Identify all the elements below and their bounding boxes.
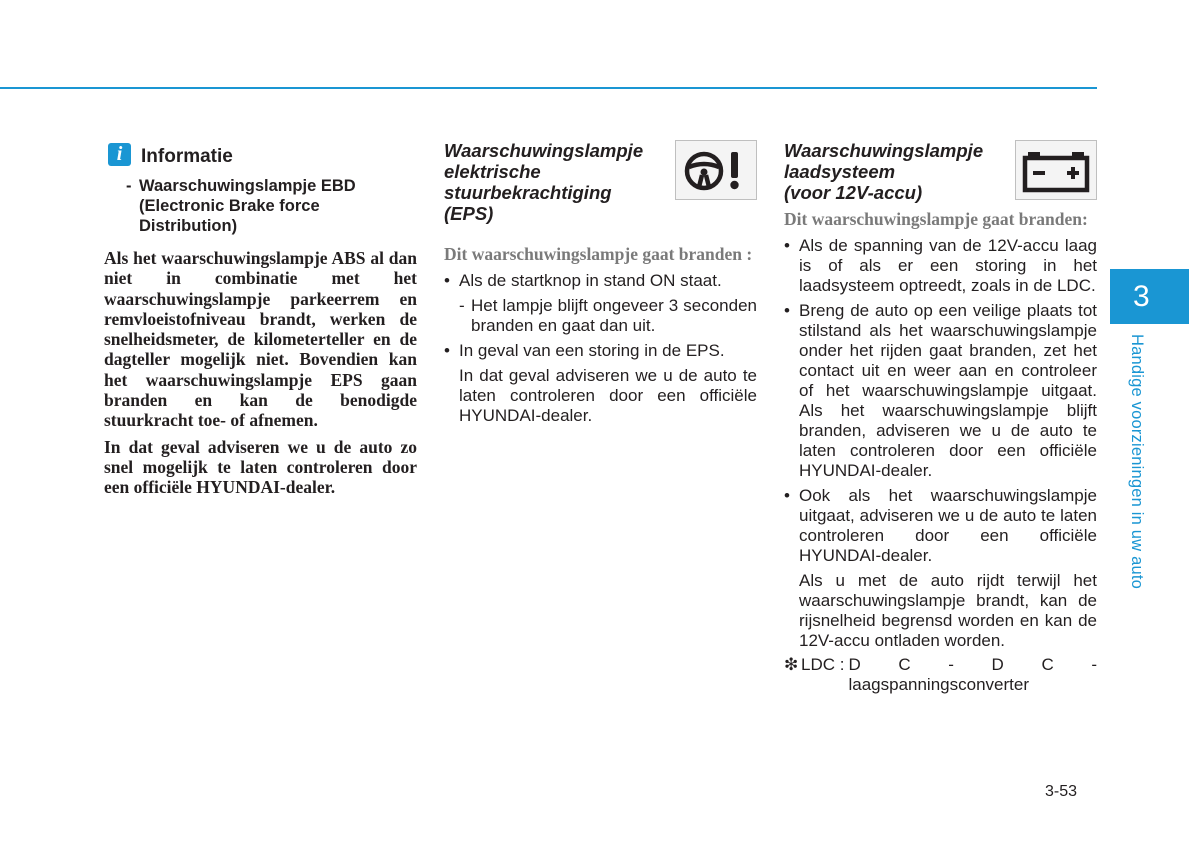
- bullet-mark: •: [784, 485, 790, 505]
- bullet-mark: •: [784, 235, 790, 255]
- eps-heading-row: [444, 140, 757, 224]
- chapter-title: Handige voorzieningen in uw auto: [1128, 334, 1146, 589]
- eps-heading-line: stuurbekrachtiging: [444, 182, 612, 203]
- info-icon: i: [108, 143, 131, 166]
- list-item: [444, 341, 757, 361]
- bullet-mark: •: [444, 270, 450, 290]
- charging-heading-row: [784, 140, 1097, 203]
- eps-heading-line: elektrische: [444, 161, 541, 182]
- battery-icon: [1020, 144, 1092, 196]
- charging-heading: [784, 140, 983, 203]
- steering-wheel-warning-icon: [680, 144, 752, 196]
- charging-column: [784, 140, 1097, 695]
- note-text: D C - D C - laagspanningsconverter: [848, 654, 1097, 694]
- eps-body: [444, 271, 757, 426]
- list-item-text: Breng de auto op een veilige plaats tot stilstand als het waarschuwingslampje onder het rijden gaat branden, zet het contact uit en weer aan en controleer of het waarschuwingslampje uitgaat. Als het waarschuwingslampje blijft branden, adviseren we u de auto te laten controleren door een officiële HYUNDAI-dealer.: [799, 300, 1097, 480]
- list-item-text: Als de startknop in stand ON staat.: [459, 270, 722, 290]
- charging-body: [784, 236, 1097, 695]
- info-item: [126, 176, 417, 236]
- list-item: [784, 486, 1097, 566]
- list-item-text: Ook als het waarschuwingslampje uitgaat, adviseren we u de auto te laten controleren door een officiële HYUNDAI-dealer.: [799, 485, 1097, 565]
- bullet-mark: •: [444, 340, 450, 360]
- charging-heading-line: Waarschuwingslampje: [784, 140, 984, 161]
- list-item-continuation: Als u met de auto rijdt terwijl het waarschuwingslampje brandt, kan de rijsnelheid begrensd worden en kan de 12V-accu ontladen worden.: [799, 570, 1097, 650]
- info-column: [104, 140, 417, 498]
- charging-warning-lamp: [1015, 140, 1097, 200]
- charging-heading-line: laadsysteem: [784, 161, 896, 182]
- list-item-text: Als de spanning van de 12V-accu laag is of als er een storing in het laadsysteem optreedt, zoals in de LDC.: [799, 235, 1097, 295]
- note-mark-icon: ❇: [784, 654, 799, 674]
- charging-subhead: Dit waarschuwingslampje gaat branden:: [784, 209, 1088, 229]
- bullet-mark: •: [784, 300, 790, 320]
- list-item-text: In geval van een storing in de EPS.: [459, 340, 725, 360]
- info-title: Informatie: [141, 146, 233, 167]
- header-rule: [0, 87, 1097, 89]
- eps-heading: [444, 140, 643, 224]
- info-item-dash: -: [126, 177, 132, 195]
- info-paragraph-2: In dat geval adviseren we u de auto zo snel mogelijk te laten controleren door een officiële HYUNDAI-dealer.: [104, 436, 417, 498]
- list-item: [784, 301, 1097, 481]
- ldc-note: [784, 655, 1097, 695]
- info-header: [104, 140, 417, 168]
- list-item: [784, 236, 1097, 296]
- eps-heading-line: (EPS): [444, 203, 494, 224]
- dash-mark: -: [459, 295, 465, 315]
- eps-column: [444, 140, 757, 426]
- list-item-continuation: In dat geval adviseren we u de auto te laten controleren door een officiële HYUNDAI-dealer.: [459, 365, 757, 425]
- eps-subhead: Dit waarschuwingslampje gaat branden :: [444, 244, 753, 264]
- info-item-text: Waarschuwingslampje EBD (Electronic Brake force Distribution): [139, 177, 356, 235]
- page-number: 3-53: [1045, 783, 1078, 800]
- info-paragraph-1: Als het waarschuwingslampje ABS al dan niet in combinatie met het waarschuwingslampje parkeerrem en remvloeistofniveau brandt, werken de snelheidsmeter, de kilometerteller en de dagteller mogelijk niet. Bovendien kan het waarschuwingslampje EPS gaan branden en kan de benodigde stuurkracht toe- of afnemen.: [104, 248, 417, 431]
- eps-warning-lamp: [675, 140, 757, 200]
- list-subitem: [444, 296, 757, 336]
- list-item: [444, 271, 757, 291]
- eps-heading-line: Waarschuwingslampje: [444, 140, 644, 161]
- chapter-tab: 3: [1110, 269, 1189, 324]
- charging-heading-line: (voor 12V-accu): [784, 182, 923, 203]
- note-label: LDC :: [801, 654, 845, 674]
- list-subitem-text: Het lampje blijft ongeveer 3 seconden branden en gaat dan uit.: [471, 295, 757, 335]
